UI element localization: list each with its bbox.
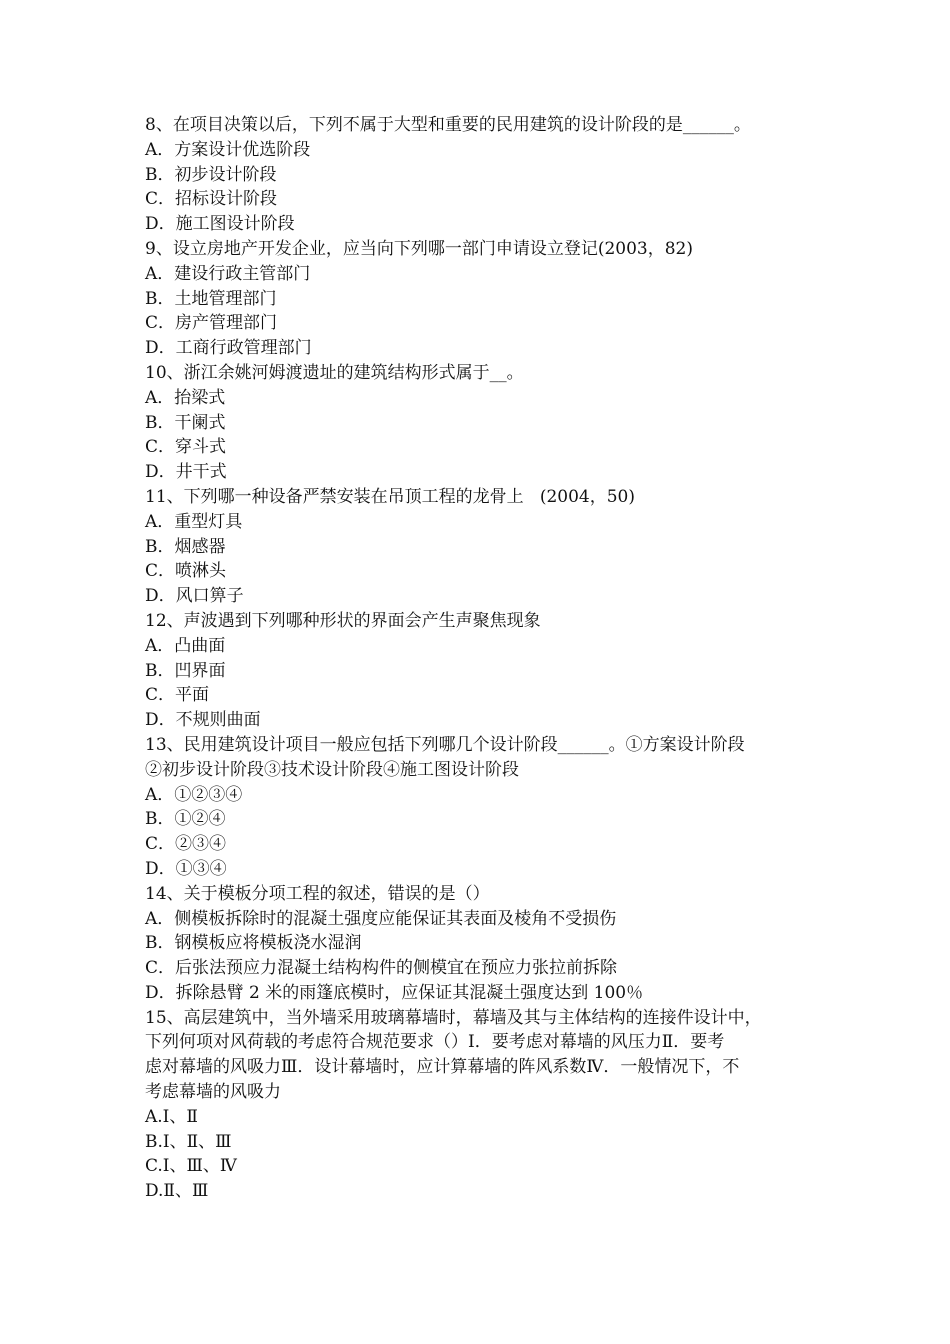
answer-option: A．方案设计优选阶段 bbox=[145, 139, 311, 160]
question-block bbox=[145, 361, 815, 485]
question-text: 8、在项目决策以后，下列不属于大型和重要的民用建筑的设计阶段的是______。 bbox=[145, 115, 751, 135]
answer-option: D．拆除悬臂 2 米的雨篷底模时，应保证其混凝土强度达到 100％ bbox=[145, 982, 644, 1003]
question-block bbox=[145, 237, 815, 361]
answer-option: B．土地管理部门 bbox=[145, 288, 277, 309]
answer-option: C．平面 bbox=[145, 685, 210, 706]
answer-option: C．后张法预应力混凝土结构构件的侧模宜在预应力张拉前拆除 bbox=[145, 958, 618, 979]
question-text: 15、高层建筑中，当外墙采用玻璃幕墙时，幕墙及其与主体结构的连接件设计中， bbox=[145, 1007, 762, 1028]
answer-option: C．喷淋头 bbox=[145, 561, 227, 582]
answer-option: A．建设行政主管部门 bbox=[145, 263, 311, 284]
question-text: 10、浙江余姚河姆渡遗址的建筑结构形式属于__。 bbox=[145, 362, 524, 383]
answer-option: A.Ⅰ、Ⅱ bbox=[145, 1106, 198, 1127]
answer-option: C．②③④ bbox=[145, 834, 227, 855]
question-text: ②初步设计阶段③技术设计阶段④施工图设计阶段 bbox=[145, 759, 519, 780]
answer-option: D．风口箅子 bbox=[145, 586, 244, 607]
answer-option: D．不规则曲面 bbox=[145, 710, 261, 731]
answer-option: B．干阑式 bbox=[145, 412, 226, 433]
answer-option: C．穿斗式 bbox=[145, 437, 227, 458]
answer-option: B．①②④ bbox=[145, 809, 226, 830]
answer-option: A．抬梁式 bbox=[145, 387, 226, 408]
answer-option: B．钢模板应将模板浇水湿润 bbox=[145, 933, 362, 954]
question-text: 11、下列哪一种设备严禁安装在吊顶工程的龙骨上 (2004，50) bbox=[145, 486, 636, 507]
answer-option: D．工商行政管理部门 bbox=[145, 338, 312, 359]
answer-option: B．凹界面 bbox=[145, 660, 226, 681]
answer-option: A．侧模板拆除时的混凝土强度应能保证其表面及棱角不受损伤 bbox=[145, 908, 617, 929]
question-block bbox=[145, 1006, 815, 1204]
question-text: 虑对幕墙的风吸力Ⅲ．设计幕墙时，应计算幕墙的阵风系数Ⅳ．一般情况下，不 bbox=[145, 1057, 740, 1078]
question-block bbox=[145, 733, 815, 882]
question-text: 下列何项对风荷载的考虑符合规范要求（）Ⅰ．要考虑对幕墙的风压力Ⅱ．要考 bbox=[145, 1032, 725, 1053]
answer-option: B.Ⅰ、Ⅱ、Ⅲ bbox=[145, 1131, 232, 1152]
question-block bbox=[145, 882, 815, 1006]
question-text: 12、声波遇到下列哪种形状的界面会产生声聚焦现象 bbox=[145, 610, 541, 631]
answer-option: A．重型灯具 bbox=[145, 511, 243, 532]
question-text: 14、关于模板分项工程的叙述，错误的是（） bbox=[145, 883, 490, 904]
answer-option: C．招标设计阶段 bbox=[145, 189, 278, 210]
question-text: 13、民用建筑设计项目一般应包括下列哪几个设计阶段______。①方案设计阶段 bbox=[145, 734, 745, 755]
question-block bbox=[145, 609, 815, 733]
answer-option: D.Ⅱ、Ⅲ bbox=[145, 1181, 209, 1202]
question-block bbox=[145, 485, 815, 609]
answer-option: D．①③④ bbox=[145, 858, 227, 879]
answer-option: A．凸曲面 bbox=[145, 635, 226, 656]
question-block bbox=[145, 113, 815, 237]
document-page bbox=[145, 113, 815, 1204]
question-text: 9、设立房地产开发企业，应当向下列哪一部门申请设立登记(2003，82) bbox=[145, 238, 693, 259]
answer-option: A．①②③④ bbox=[145, 784, 243, 805]
answer-option: C．房产管理部门 bbox=[145, 313, 278, 334]
answer-option: C.Ⅰ、Ⅲ、Ⅳ bbox=[145, 1156, 237, 1177]
answer-option: B．烟感器 bbox=[145, 536, 226, 557]
question-text: 考虑幕墙的风吸力 bbox=[145, 1082, 281, 1103]
answer-option: D．施工图设计阶段 bbox=[145, 214, 295, 235]
answer-option: B．初步设计阶段 bbox=[145, 164, 277, 185]
answer-option: D．井干式 bbox=[145, 462, 227, 483]
